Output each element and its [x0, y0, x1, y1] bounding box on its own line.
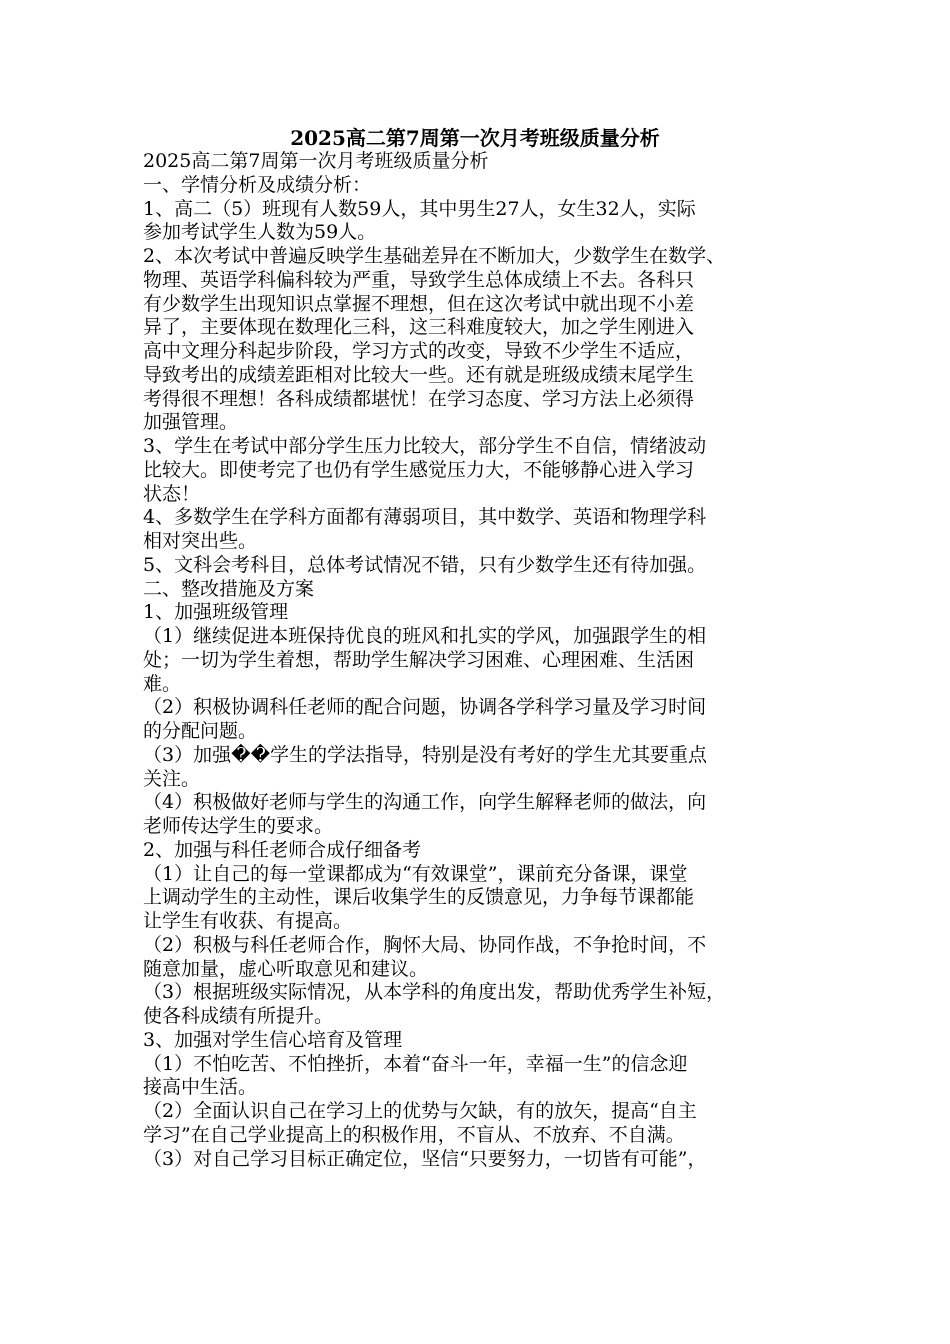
- body-line: 导致考出的成绩差距相对比较大一些。还有就是班级成绩末尾学生: [143, 363, 695, 386]
- body-line: 高中文理分科起步阶段，学习方式的改变，导致不少学生不适应，: [143, 340, 695, 362]
- body-line: （3）加强��学生的学法指导，特别是没有考好的学生尤其要重点: [143, 743, 708, 766]
- body-line: 关注。: [143, 767, 201, 790]
- body-line: 一、学情分析及成绩分析：: [143, 173, 372, 196]
- body-line: （3）根据班级实际情况，从本学科的角度出发，帮助优秀学生补短，: [143, 981, 726, 1004]
- body-line: （2）积极与科任老师合作，胸怀大局、协同作战，不争抢时间，不: [143, 933, 707, 956]
- body-line: 使各科成绩有所提升。: [143, 1005, 334, 1027]
- body-line: 2、加强与科任老师合成仔细备考: [143, 838, 422, 861]
- body-line: （1）不怕吃苦、不怕挫折，本着“奋斗一年，幸福一生”的信念迎: [143, 1052, 688, 1075]
- body-line: 异了，主要体现在数理化三科，这三科难度较大，加之学生刚进入: [143, 316, 695, 339]
- body-line: 有少数学生出现知识点掌握不理想，但在这次考试中就出现不小差: [143, 292, 695, 315]
- body-line: 4、多数学生在学科方面都有薄弱项目，其中数学、英语和物理学科: [143, 506, 707, 529]
- body-line: 学习”在自己学业提高上的积极作用，不盲从、不放弃、不自满。: [143, 1123, 685, 1146]
- body-line: 3、加强对学生信心培育及管理: [143, 1028, 403, 1051]
- body-line: 2、本次考试中普遍反映学生基础差异在不断加大，少数学生在数学、: [143, 245, 726, 267]
- body-line: 1、加强班级管理: [143, 601, 289, 624]
- body-line: （3）对自己学习目标正确定位，坚信“只要努力，一切皆有可能”，: [143, 1147, 707, 1170]
- body-line: 二、整改措施及方案: [143, 577, 315, 600]
- body-line: 随意加量，虚心听取意见和建议。: [143, 957, 429, 980]
- body-line: 老师传达学生的要求。: [143, 815, 334, 837]
- body-line: 接高中生活。: [143, 1076, 258, 1099]
- body-line: 1、高二（5）班现有人数59人，其中男生27人，女生32人，实际: [143, 197, 696, 220]
- body-line: （1）继续促进本班保持优良的班风和扎实的学风，加强跟学生的相: [143, 625, 707, 647]
- body-line: 相对突出些。: [143, 530, 258, 552]
- body-line: 考得很不理想！各科成绩都堪忧！在学习态度、学习方法上必须得: [143, 387, 695, 410]
- body-line: 状态！: [143, 482, 201, 505]
- body-line: 3、学生在考试中部分学生压力比较大，部分学生不自信，情绪波动: [143, 435, 707, 457]
- body-line: 难。: [143, 672, 182, 695]
- body-line: （2）积极协调科任老师的配合问题，协调各学科学习量及学习时间: [143, 696, 707, 719]
- body-line: 参加考试学生人数为59人。: [143, 221, 377, 244]
- body-line: （4）积极做好老师与学生的沟通工作，向学生解释老师的做法，向: [143, 791, 707, 814]
- body-line: 物理、英语学科偏科较为严重，导致学生总体成绩上不去。各科只: [143, 268, 695, 291]
- document-title: 2025高二第7周第一次月考班级质量分析: [290, 126, 660, 150]
- body-line: 加强管理。: [143, 411, 239, 434]
- body-line: 让学生有收获、有提高。: [143, 910, 353, 932]
- body-line: 5、文科会考科目，总体考试情况不错，只有少数学生还有待加强。: [143, 553, 707, 576]
- body-line: 比较大。即使考完了也仍有学生感觉压力大，不能够静心进入学习: [143, 458, 695, 481]
- document-body: [143, 150, 823, 1171]
- body-line: 的分配问题。: [143, 720, 258, 742]
- body-line: 上调动学生的主动性，课后收集学生的反馈意见，力争每节课都能: [143, 886, 695, 909]
- body-line: 2025高二第7周第一次月考班级质量分析: [143, 150, 489, 172]
- body-line: 处；一切为学生着想，帮助学生解决学习困难、心理困难、生活困: [143, 648, 695, 671]
- body-line: （2）全面认识自己在学习上的优势与欠缺，有的放矢，提高“自主: [143, 1100, 697, 1122]
- body-line: （1）让自己的每一堂课都成为“有效课堂”，课前充分备课，课堂: [143, 862, 688, 885]
